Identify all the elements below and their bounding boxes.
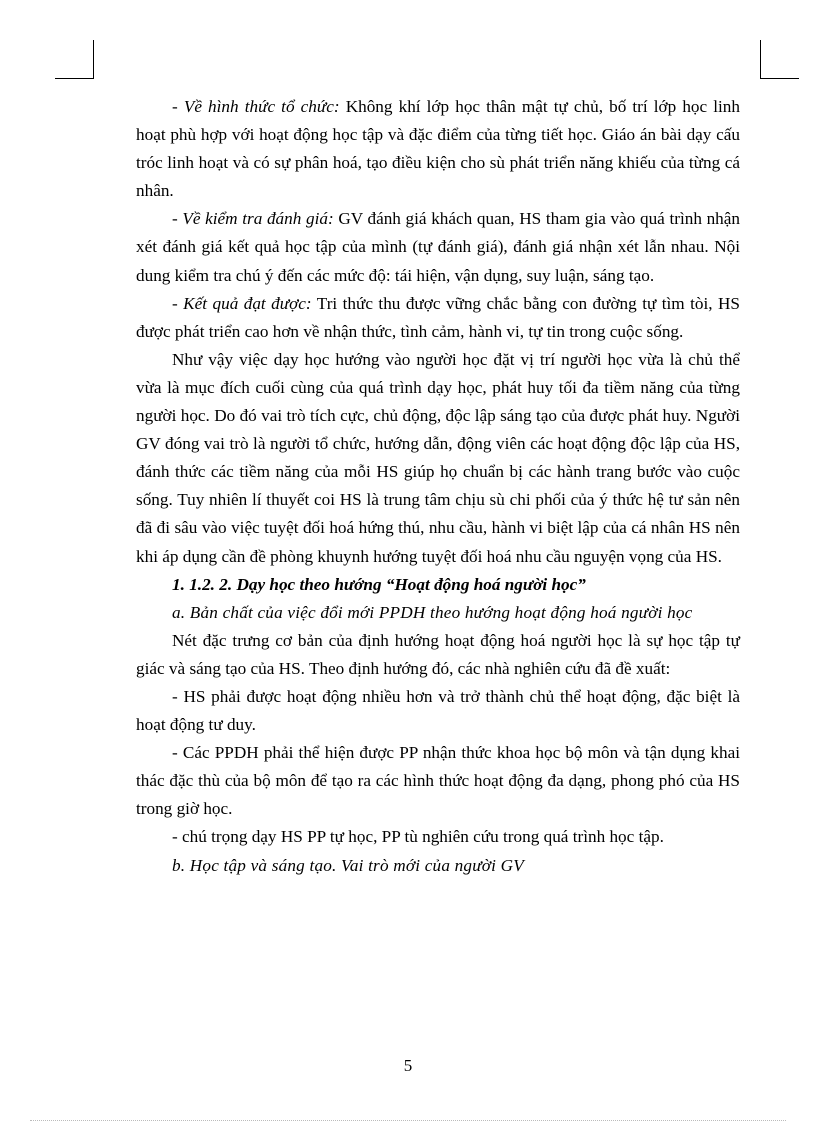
crop-mark-top-right (760, 40, 799, 79)
paragraph-results (136, 290, 740, 346)
section-heading: 1. 1.2. 2. Dạy học theo hướng “Hoạt động hoá người học” (172, 574, 586, 594)
subsection-heading-a: a. Bản chất của việc đổi mới PPDH theo hướng hoạt động hoá người học (172, 602, 693, 622)
paragraph-lead: - Kết quả đạt được: (172, 293, 312, 313)
paragraph-organization-form (136, 93, 740, 205)
list-item: - chú trọng dạy HS PP tự học, PP tù nghiên cứu trong quá trình học tập. (172, 827, 664, 847)
page-number: 5 (403, 1056, 413, 1075)
page-bottom-rule (30, 1120, 786, 1121)
paragraph-characteristics: Nét đặc trưng cơ bản của định hướng hoạt động hoá người học là sự học tập tự giác và sáng tạo của HS. Theo định hướng đó, các nhà nghiên cứu đã đề xuất: (136, 630, 740, 678)
paragraph-lead: - Về kiểm tra đánh giá: (172, 209, 334, 229)
crop-mark-top-left (55, 40, 94, 79)
document-body (136, 93, 740, 880)
paragraph-text: Không khí lớp học thân mật tự chủ, bố trí lớp học linh hoạt phù hợp với hoạt động học tập và đặc điểm của từng tiết học. Giáo án bài dạy cấu tróc linh hoạt và có sự phân hoá, tạo điều kiện cho sù phát triển năng khiếu của từng cá nhân. (136, 97, 740, 201)
list-item: - Các PPDH phải thể hiện được PP nhận thức khoa học bộ môn và tận dụng khai thác đặc thù của bộ môn để tạo ra các hình thức hoạt động đa dạng, phong phó của HS trong giờ học. (136, 743, 740, 819)
paragraph-learner-centered: Như vậy việc dạy học hướng vào người học đặt vị trí người học vừa là chủ thể vừa là mục đích cuối cùng của quá trình dạy học, phát huy tối đa tiềm năng của từng người học. Do đó vai trò tích cực, chủ động, độc lập sáng tạo của được phát huy. Người GV đóng vai trò là người tổ chức, hướng dẫn, động viên các hoạt động độc lập của HS, đánh thức các tiềm năng của mỗi HS giúp họ chuẩn bị các hành trang bước vào cuộc sống. Tuy nhiên lí thuyết coi HS là trung tâm chịu sù chi phối của ý thức hệ tư sản nên đã đi sâu vào việc tuyệt đối hoá hứng thú, nhu cầu, hành vi biệt lập của cá nhân HS nên khi áp dụng cần đề phòng khuynh hướng tuyệt đối hoá nhu cầu nguyện vọng của HS. (136, 349, 740, 566)
list-item: - HS phải được hoạt động nhiều hơn và trở thành chủ thể hoạt động, đặc biệt là hoạt động tư duy. (136, 686, 740, 735)
subsection-heading-b: b. Học tập và sáng tạo. Vai trò mới của người GV (172, 855, 524, 875)
paragraph-text: Tri thức thu được vững chắc bằng con đường tự tìm tòi, HS được phát triển cao hơn về nhận thức, tình cảm, hành vi, tự tin trong cuộc sống. (136, 293, 740, 341)
paragraph-lead: - Về hình thức tổ chức: (172, 97, 340, 116)
paragraph-assessment (136, 205, 740, 289)
paragraph-text: GV đánh giá khách quan, HS tham gia vào quá trình nhận xét đánh giá kết quả học tập của mình (tự đánh giá), đánh giá nhận xét lẫn nhau. Nội dung kiểm tra chú ý đến các mức độ: tái hiện, vận dụng, suy luận, sáng tạo. (136, 209, 740, 285)
